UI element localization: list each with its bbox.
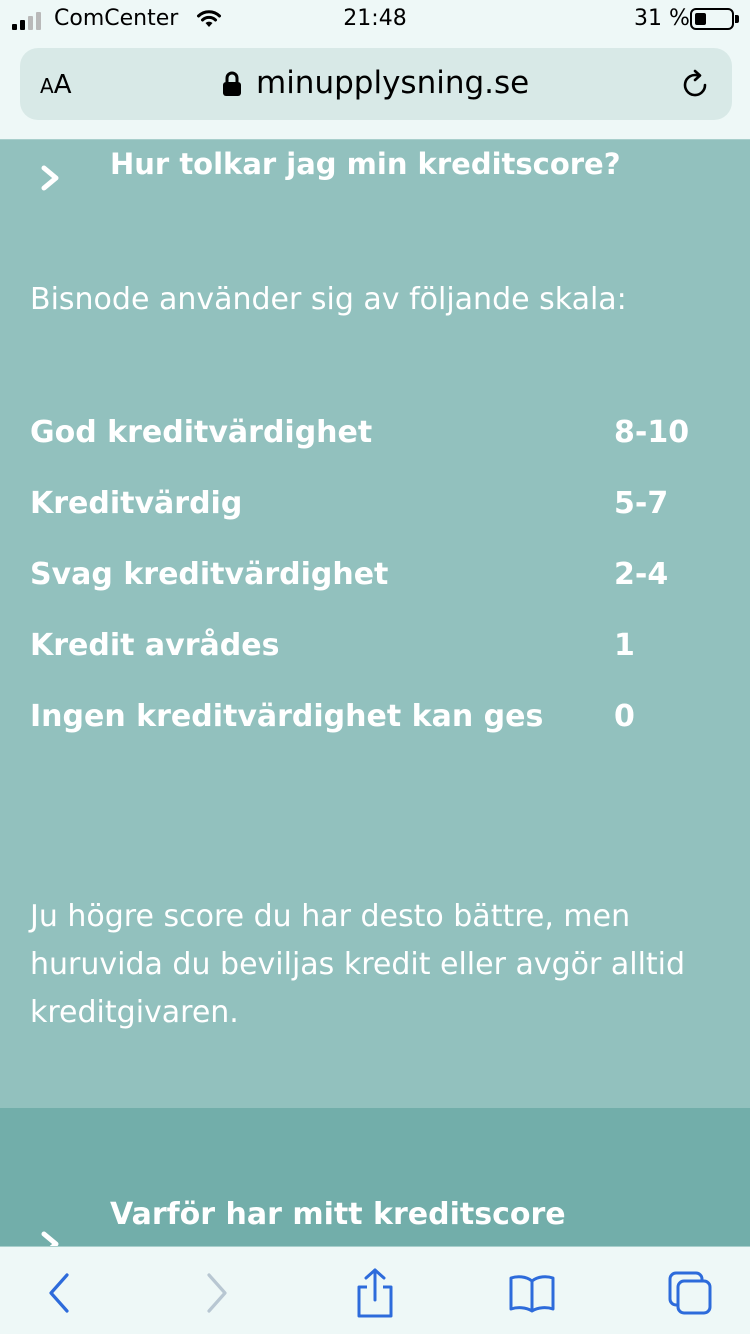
forward-icon (201, 1272, 231, 1314)
tabs-icon (666, 1269, 714, 1317)
credit-scale-table (30, 415, 710, 770)
battery-level (695, 13, 706, 25)
lock-icon (222, 70, 242, 98)
scale-row (30, 628, 710, 699)
clock: 21:48 (343, 6, 407, 31)
wifi-icon (196, 9, 222, 29)
text-size-button[interactable]: AA (40, 70, 72, 100)
scale-row (30, 415, 710, 486)
scale-row (30, 486, 710, 557)
scale-label: Ingen kreditvärdighet kan ges (30, 699, 544, 734)
scale-row (30, 557, 710, 628)
faq-title: Varför har mitt kreditscore (110, 1197, 566, 1232)
back-button[interactable] (34, 1267, 86, 1319)
share-icon (353, 1267, 397, 1319)
address-bar[interactable] (20, 48, 732, 120)
faq-item-credit-score-interpretation[interactable] (0, 140, 750, 200)
tabs-button[interactable] (664, 1267, 716, 1319)
status-bar (0, 0, 750, 40)
scale-value: 5-7 (614, 486, 669, 521)
chevron-right-icon (40, 164, 62, 192)
forward-button[interactable] (190, 1267, 242, 1319)
bookmarks-button[interactable] (506, 1267, 558, 1319)
cellular-signal-icon (12, 10, 41, 30)
reload-icon[interactable] (678, 68, 712, 102)
back-icon (45, 1272, 75, 1314)
scale-value: 8-10 (614, 415, 690, 450)
carrier-name: ComCenter (54, 6, 179, 31)
scale-label: Kredit avrådes (30, 628, 280, 663)
scale-label: Svag kreditvärdighet (30, 557, 389, 592)
battery-percent: 31 % (634, 6, 690, 31)
scale-value: 1 (614, 628, 635, 663)
scale-intro-text: Bisnode använder sig av följande skala: (30, 282, 627, 317)
scale-row (30, 699, 710, 770)
scale-outro-text: Ju högre score du har desto bättre, men huruvida du beviljas kredit eller avgör alltid kreditgivaren. (30, 899, 686, 1030)
battery-icon (690, 8, 734, 30)
url-text[interactable]: minupplysning.se (256, 65, 530, 101)
browser-toolbar (0, 1246, 750, 1334)
faq-item-why-credit-score[interactable] (0, 1108, 750, 1248)
bookmarks-icon (508, 1273, 556, 1313)
faq-title: Hur tolkar jag min kreditscore? (110, 147, 621, 181)
scale-value: 0 (614, 699, 635, 734)
scale-value: 2-4 (614, 557, 669, 592)
share-button[interactable] (349, 1267, 401, 1319)
scale-label: Kreditvärdig (30, 486, 243, 521)
browser-address-area (0, 40, 750, 140)
scale-label: God kreditvärdighet (30, 415, 373, 450)
